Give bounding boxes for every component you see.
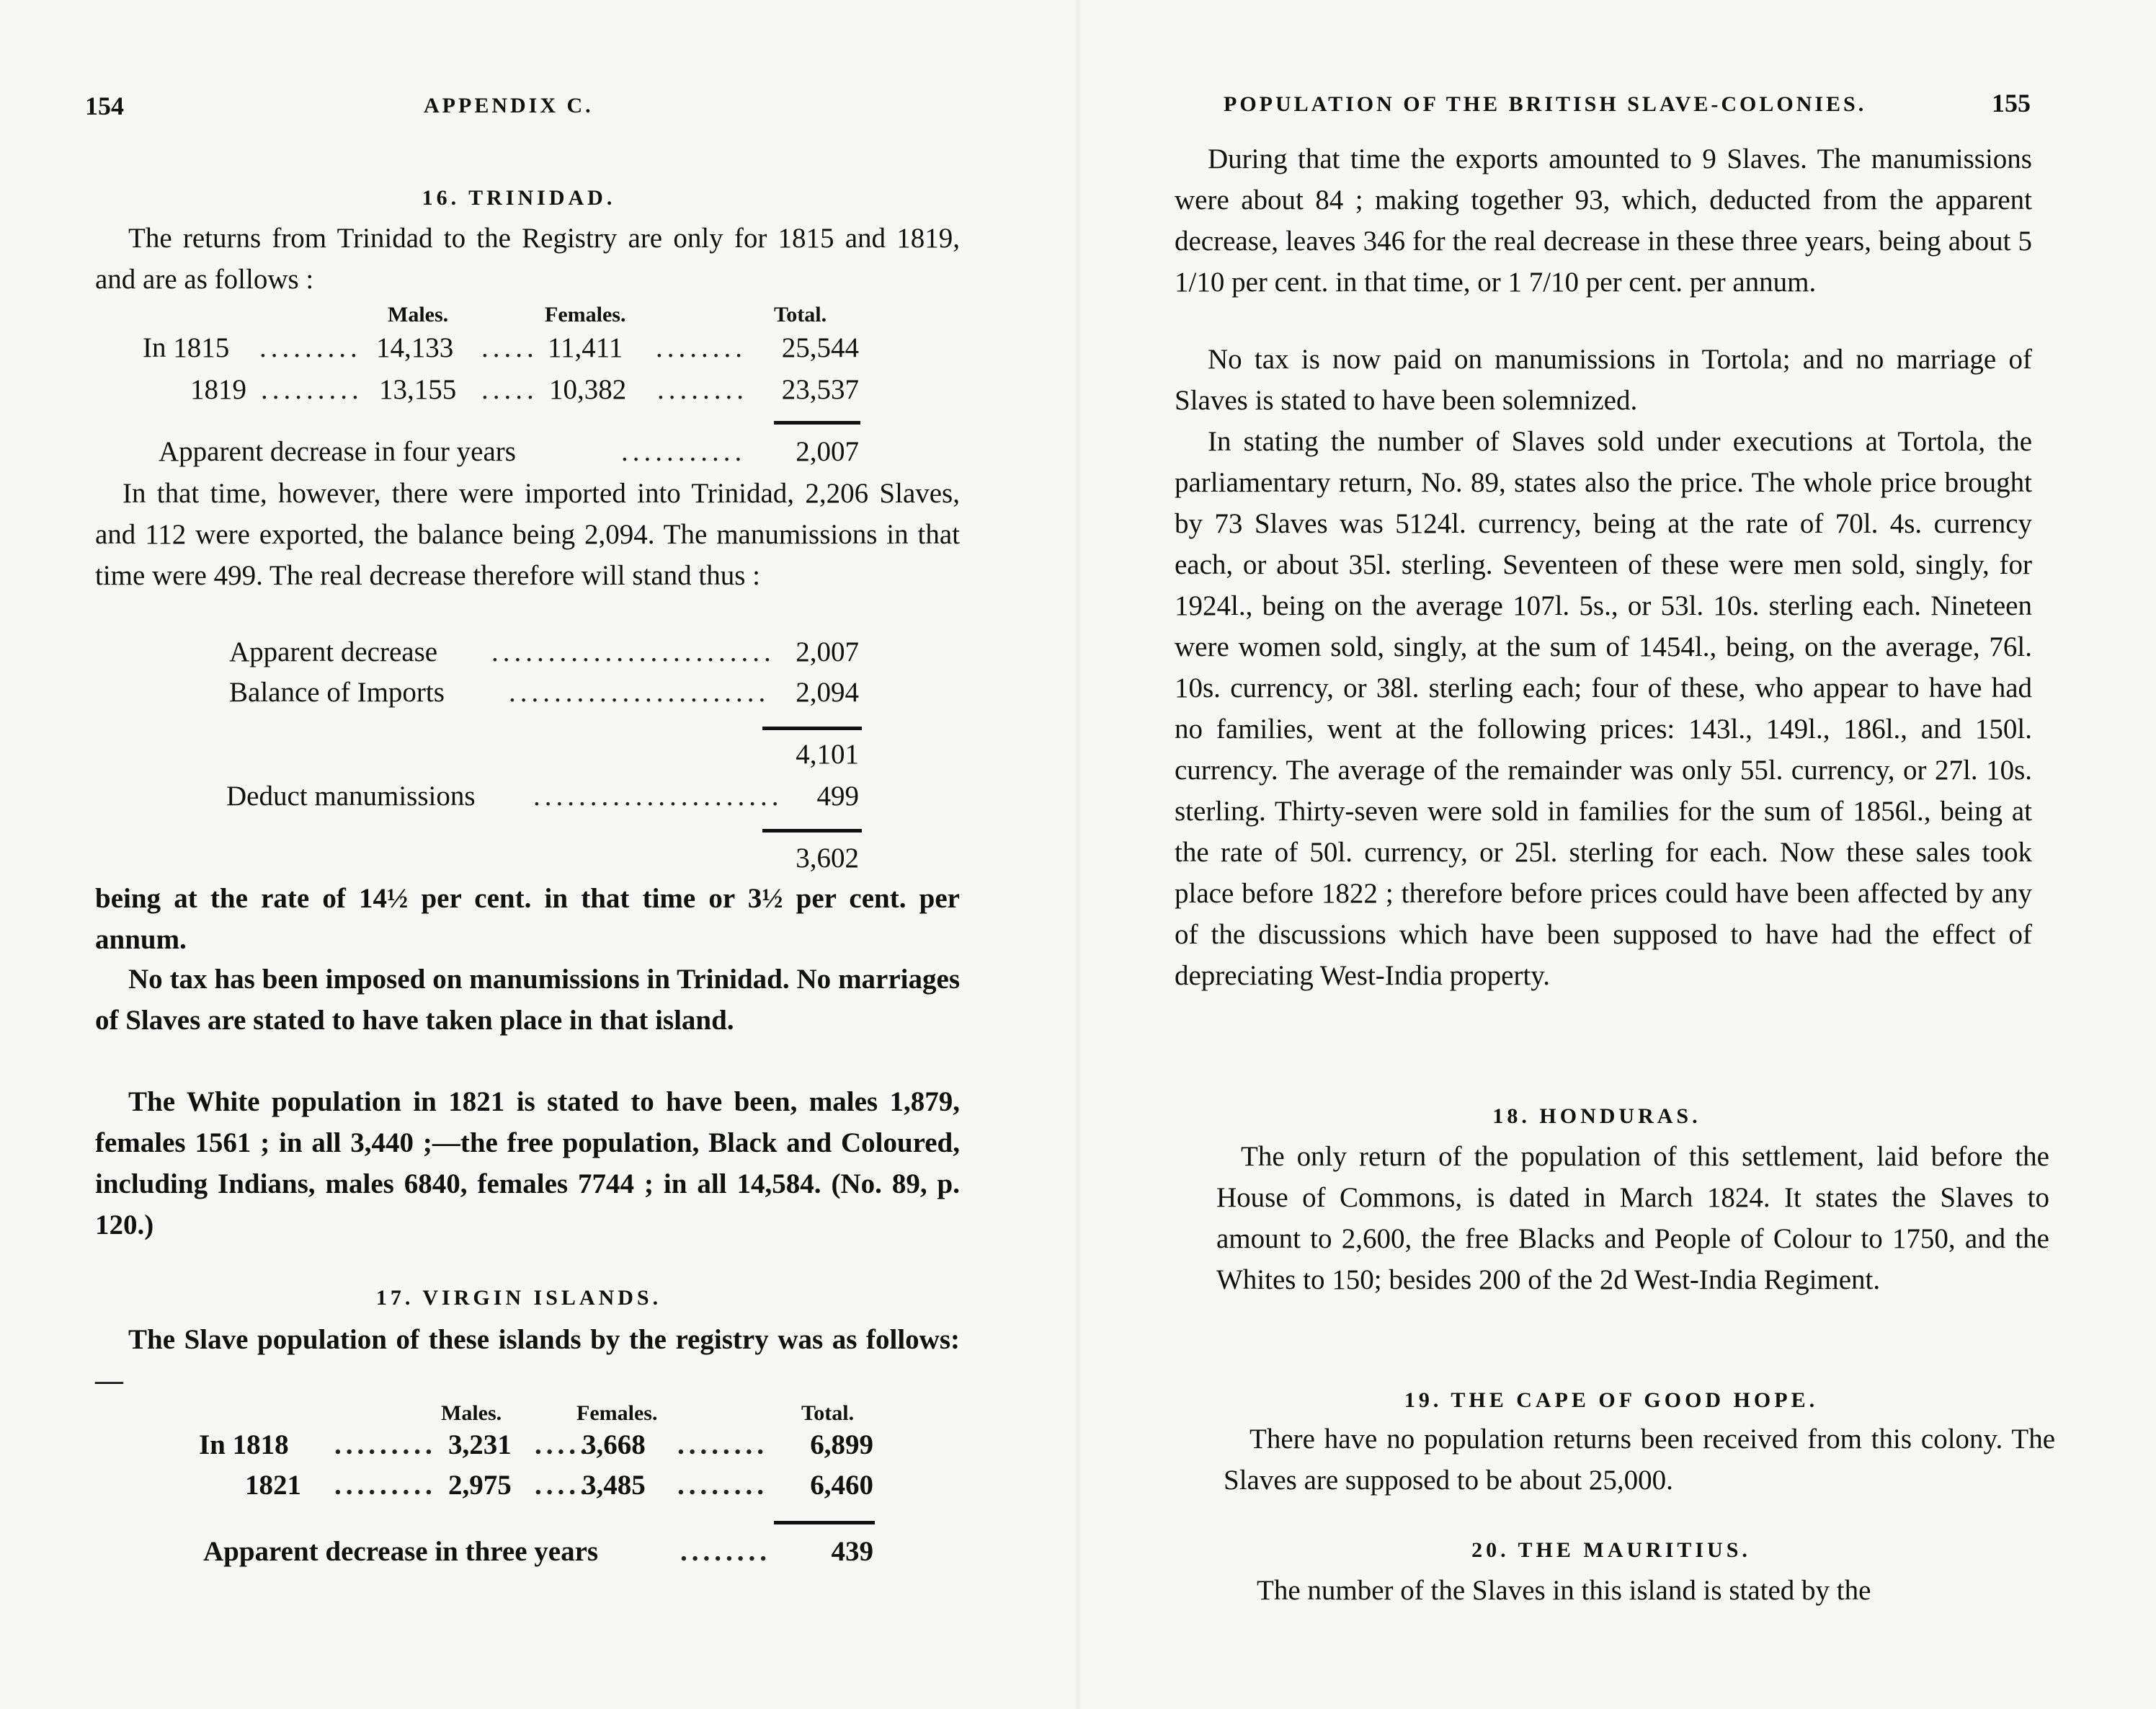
tortola-tax-paragraph: No tax is now paid on manumissions in Tortola; and no marriage of Slaves is stated to have been solemnized. (1175, 344, 2032, 416)
virgin-islands-exports-paragraph: During that time the exports amounted to 9 Slaves. The manumissions were about 84 ; making together 93, which, deducted from the apparent decrease, leaves 346 for the real decrease in these three years, being about 5 1/10 per cent. in that time, or 1 7/10 per cent. per annum. (1175, 143, 2032, 298)
sum-rule (774, 1521, 875, 1524)
header-total: Total. (774, 303, 827, 327)
trinidad-white-population-paragraph: The White population in 1821 is stated to have been, males 1,879, females 1561 ; in all 3,440 ;—the free population, Black and Coloured, including Indians, males 6840, females 7744 ; in all 14,584. (No. 89, p. 120.) (95, 1086, 960, 1240)
virgin-islands-table (0, 1401, 1078, 1531)
cape-of-good-hope-paragraph: There have no population returns been received from this colony. The Slaves are supposed to be about 25,000. (1224, 1424, 2055, 1496)
table-row: 1819 ......... 13,155 ..... 10,382 ........ 23,537 (190, 374, 859, 405)
section-18-title: 18. HONDURAS. (1492, 1104, 1701, 1128)
right-page (1078, 0, 2156, 1709)
header-females: Females. (545, 303, 626, 327)
header-males: Males. (388, 303, 449, 327)
virgin-islands-apparent-decrease: Apparent decrease in three years ........ 439 (203, 1536, 873, 1567)
header-females: Females. (576, 1401, 658, 1425)
section-16-title: 16. TRINIDAD. (422, 186, 616, 210)
trinidad-imports-paragraph: In that time, however, there were imported into Trinidad, 2,206 Slaves, and 112 were exported, the balance being 2,094. The manumissions in that time were 499. The real decrease therefore will stand thus : (95, 478, 960, 591)
table-row: In 1815 ......... 14,133 ..... 11,411 ........ 25,544 (143, 332, 859, 363)
table-row: 1821 ......... 2,975 ..... 3,485 ........ 6,460 (245, 1470, 873, 1501)
section-20-title: 20. THE MAURITIUS. (1471, 1538, 1751, 1562)
section-16-intro: The returns from Trinidad to the Registry are only for 1815 and 1819, and are as follows : (95, 223, 960, 295)
sum-rule (762, 829, 862, 833)
right-running-header (1224, 89, 2031, 117)
trinidad-tax-paragraph: No tax has been imposed on manumissions in Trinidad. No marriages of Slaves are stated to have taken place in that island. (95, 964, 960, 1036)
sum-rule (774, 421, 860, 425)
tortola-slave-sales-paragraph: In stating the number of Slaves sold under executions at Tortola, the parliamentary return, No. 89, states also the price. The whole price brought by 73 Slaves was 5124l. currency, being at the rate of 70l. 4s. currency each, or about 35l. sterling. Seventeen of these were men sold, singly, for 1924l., being on the average 107l. 5s., or 53l. 10s. sterling each. Nineteen were women sold, singly, at the sum of 1454l., being, on the average, 76l. 10s. currency, or 38l. sterling each; four of these, who appear to have had no families, went at the following prices: 143l., 149l., 186l., and 150l. currency. The average of the remainder was only 55l. currency, or 27l. 10s. sterling. Thirty-seven were sold in families for the sum of 1856l., being at the rate of 50l. currency, or 25l. sterling for each. Now these sales took place before 1822 ; therefore before prices could have been affected by any of the discussions which have been supposed to have had the effect of depreciating West-India property. (1175, 426, 2032, 991)
left-page-number: 154 (85, 92, 124, 120)
right-page-number: 155 (1992, 89, 2031, 117)
table-row: In 1818 ......... 3,231 ..... 3,668 ........ 6,899 (199, 1429, 873, 1460)
section-17-title: 17. VIRGIN ISLANDS. (375, 1286, 662, 1310)
sum-rule (762, 727, 862, 730)
left-running-head: APPENDIX C. (424, 94, 594, 117)
section-19-title: 19. THE CAPE OF GOOD HOPE. (1404, 1388, 1819, 1412)
trinidad-calculation: Apparent decrease ......................... 2,007 Balance of Imports ....................... 2,094 4,101 Deduct manumissions ...................... 499 3,602 (0, 634, 1078, 879)
trinidad-table (0, 303, 1078, 432)
left-running-header (85, 91, 979, 121)
header-males: Males. (441, 1401, 502, 1425)
trinidad-apparent-decrease: Apparent decrease in four years ........... 2,007 (159, 436, 859, 467)
result-value: 3,602 (796, 843, 859, 874)
header-total: Total. (801, 1401, 855, 1425)
trinidad-rate-paragraph: being at the rate of 14½ per cent. in that time or 3½ per cent. per annum. (95, 883, 960, 955)
right-running-head: POPULATION OF THE BRITISH SLAVE-COLONIES. (1224, 92, 1867, 116)
subtotal-value: 4,101 (796, 739, 859, 770)
section-17-intro: The Slave population of these islands by the registry was as follows:— (95, 1324, 960, 1396)
honduras-paragraph: The only return of the population of this settlement, laid before the House of Commons, is dated in March 1824. It states the Slaves to amount to 2,600, the free Blacks and People of Colour to 1750, and the Whites to 150; besides 200 of the 2d West-India Regiment. (1216, 1141, 2049, 1295)
mauritius-paragraph: The number of the Slaves in this island is stated by the (1257, 1575, 1871, 1606)
